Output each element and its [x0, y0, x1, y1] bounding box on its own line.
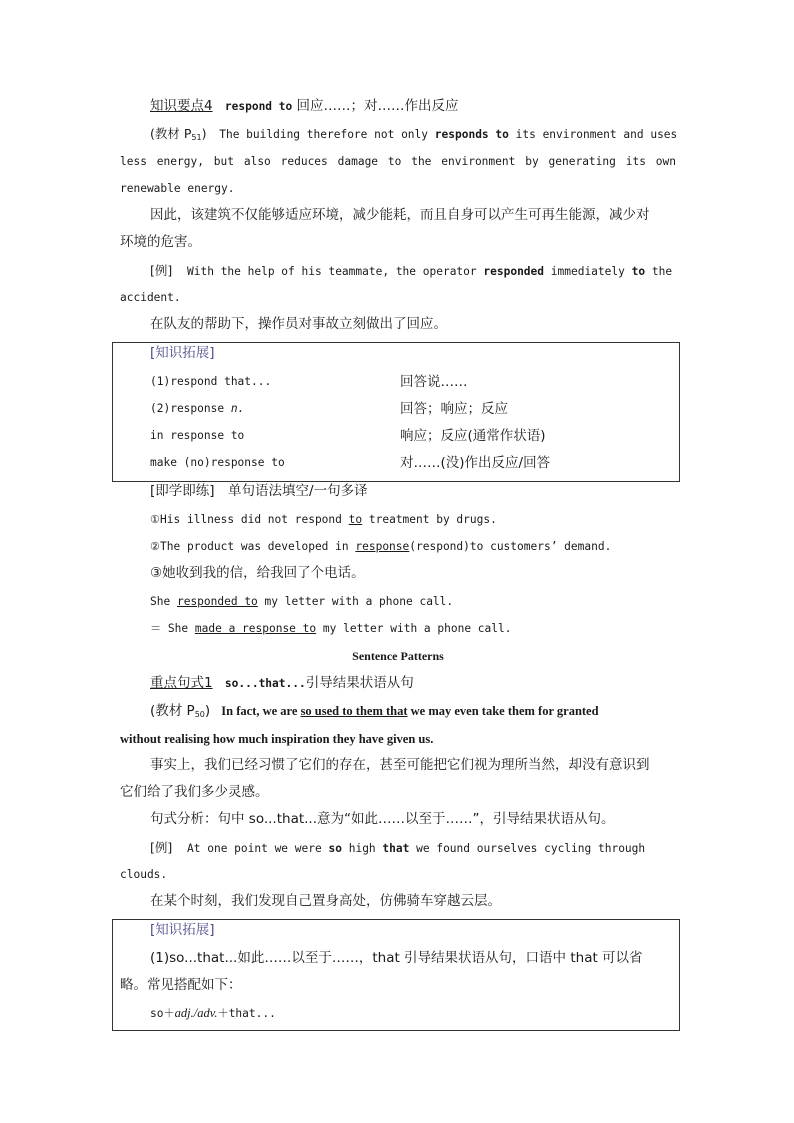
- pattern1-translation-line2: 它们给了我们多少灵感。: [120, 784, 269, 800]
- ext2-line3-b: adj./adv.: [174, 1006, 218, 1020]
- pattern1-example-line1: [150, 703, 676, 719]
- q3-en2-a: ＝ She: [150, 622, 189, 635]
- practice-q1: [150, 512, 706, 528]
- point4-heading: [150, 98, 706, 115]
- point4-example2-line1: [150, 263, 706, 280]
- pattern1-example-label: [例]: [150, 840, 173, 855]
- point4-example2-line2: accident.: [120, 291, 181, 304]
- ext2-line2: 略。常见搭配如下：: [120, 977, 242, 993]
- ex2-text-a: With the help of his teammate, the operator: [187, 265, 477, 278]
- section-title: Sentence Patterns: [352, 649, 444, 663]
- pattern1-ex2-c: high: [348, 842, 376, 855]
- pattern1-phrase: so...that...: [224, 677, 306, 690]
- pattern1-example2-line1: [150, 840, 706, 857]
- ext1-row-3-en: in response to: [150, 429, 245, 442]
- practice-q2: [150, 539, 706, 555]
- pattern1-ex2-a: At one point we were: [187, 842, 322, 855]
- q2-text-a: ②The product was developed in: [150, 540, 349, 553]
- point4-example-line3: renewable energy.: [120, 182, 235, 195]
- example-label: [例]: [150, 263, 173, 278]
- point4-translation-line1: 因此，该建筑不仅能够适应环境，减少能耗，而且自身可以产生可再生能源，减少对: [150, 207, 650, 223]
- ext2-line1: (1)so...that...如此……以至于……，that 引导结果状语从句，口语中 that 可以省: [150, 950, 643, 966]
- ext1-row-3-zh: 响应；反应(通常作状语): [400, 428, 546, 444]
- ext1-row-4: [150, 455, 706, 471]
- ext1-row-4-en: make (no)response to: [150, 456, 285, 469]
- pattern1-example-line2: without realising how much inspiration they have given us.: [120, 732, 434, 746]
- pattern1-source-suffix: ): [204, 703, 211, 719]
- point4-translation-line2: 环境的危害。: [120, 234, 201, 250]
- ext1-row-1-zh: 回答说……: [400, 374, 468, 390]
- ex2-keyword-responded: responded: [483, 265, 545, 278]
- q2-text-b: (respond)to customers’ demand.: [409, 540, 612, 553]
- pattern1-meaning: 引导结果状语从句: [305, 675, 414, 691]
- pattern1-ex2-that: that: [382, 842, 410, 855]
- ext2-line3-c: ＋that...: [217, 1007, 276, 1020]
- q3-en1-b: my letter with a phone call.: [264, 595, 454, 608]
- ext1-title: [知识拓展]: [150, 345, 215, 361]
- q3-en2-answer: made a response to: [194, 622, 317, 635]
- ext2-line3: [150, 1005, 706, 1022]
- pattern1-source-page: 50: [194, 710, 205, 719]
- q2-answer: response: [355, 540, 410, 553]
- source-suffix: ): [201, 126, 207, 141]
- pattern1-source-prefix: (教材 P: [150, 703, 195, 719]
- pattern1-ex-b: we may even take them for granted: [410, 704, 599, 718]
- ex1-text-a: The building therefore not only: [219, 128, 429, 141]
- pattern1-ex-underlined: so used to them that: [300, 704, 408, 718]
- q1-text-b: treatment by drugs.: [368, 513, 497, 526]
- q1-text-a: ①His illness did not respond: [150, 513, 342, 526]
- point4-phrase: respond to: [224, 100, 293, 113]
- pattern1-example2-translation: 在某个时刻，我们发现自己置身高处，仿佛骑车穿越云层。: [150, 893, 501, 909]
- ext1-row-1-en: (1)respond that...: [150, 375, 272, 388]
- ex2-text-c: immediately: [550, 265, 625, 278]
- pattern1-tag: 重点句式1: [150, 675, 213, 691]
- point4-example2-translation: 在队友的帮助下，操作员对事故立刻做出了回应。: [150, 316, 447, 332]
- pattern1-heading: [150, 675, 706, 692]
- practice-q3-answer2: [150, 621, 706, 637]
- ext2-line3-a: so＋: [150, 1007, 175, 1020]
- pattern1-analysis: 句式分析：句中 so...that...意为“如此……以至于……”，引导结果状语从句。: [150, 811, 615, 827]
- q3-en1-a: She: [150, 595, 171, 608]
- q3-en1-answer: responded to: [176, 595, 258, 608]
- ext1-row-3: [150, 428, 706, 444]
- pattern1-example2-line2: clouds.: [120, 868, 168, 881]
- ex1-text-c: its environment and uses: [515, 128, 678, 141]
- pattern1-ex2-e: we found ourselves cycling through: [416, 842, 646, 855]
- source-prefix: (教材 P: [150, 126, 192, 141]
- point4-example-line2: less energy, but also reduces damage to the environment by generating its own: [120, 155, 676, 168]
- ext1-row-2-zh: 回答；响应；反应: [400, 401, 508, 417]
- ext2-title: [知识拓展]: [150, 922, 215, 938]
- ex2-text-e: the: [651, 265, 673, 278]
- ex2-keyword-to: to: [631, 265, 646, 278]
- ext1-row-2-pos: n.: [230, 402, 245, 415]
- source-page: 51: [191, 133, 202, 142]
- ext1-row-1: [150, 374, 706, 390]
- q3-en2-b: my letter with a phone call.: [322, 622, 512, 635]
- point4-meaning: 回应……；对……作出反应: [296, 98, 459, 114]
- practice-title: [即学即练] 单句语法填空/一句多译: [150, 483, 368, 499]
- q1-answer: to: [348, 513, 363, 526]
- ex1-keyword: responds to: [434, 128, 509, 141]
- ext1-row-2-en: (2)response: [150, 402, 225, 415]
- pattern1-ex-a: In fact, we are: [221, 704, 298, 718]
- point4-example-line1: [150, 126, 676, 143]
- pattern1-ex2-so: so: [328, 842, 342, 855]
- practice-q3: ③她收到我的信，给我回了个电话。: [150, 565, 365, 581]
- ext1-row-2: [150, 401, 706, 417]
- practice-q3-answer1: [150, 594, 706, 610]
- ext1-row-4-zh: 对……(没)作出反应/回答: [400, 455, 551, 471]
- point4-tag: 知识要点4: [150, 98, 213, 114]
- pattern1-translation-line1: 事实上，我们已经习惯了它们的存在，甚至可能把它们视为理所当然，却没有意识到: [150, 757, 650, 773]
